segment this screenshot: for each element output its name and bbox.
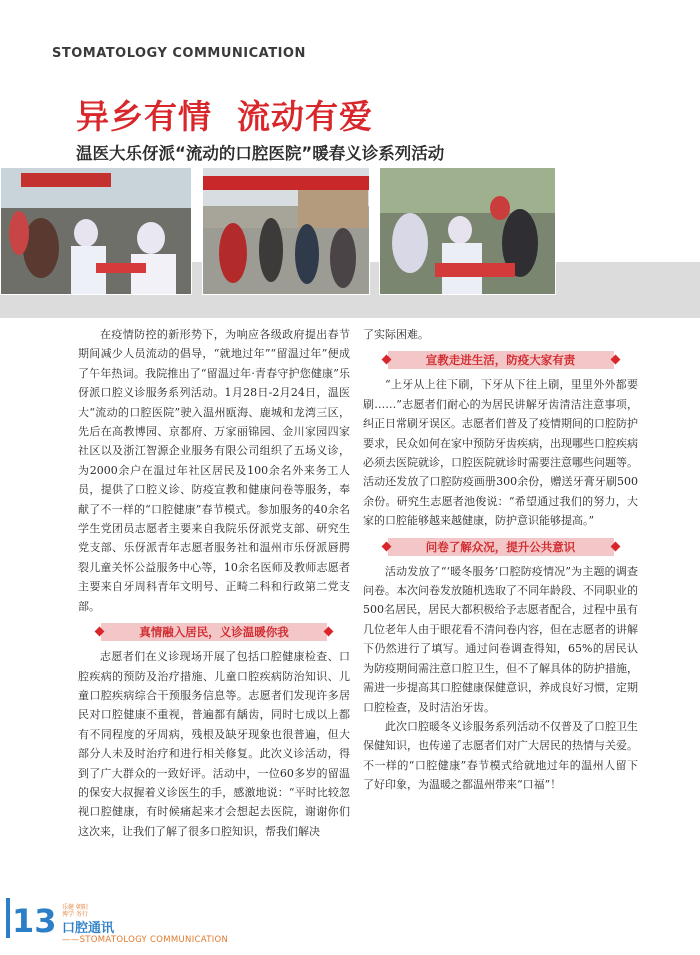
photo-dental-checkup-1: [0, 167, 192, 295]
section-heading-3: 问卷了解众况，提升公共意识: [388, 538, 614, 556]
footer-magazine-name: ——STOMATOLOGY COMMUNICATION: [62, 935, 229, 945]
footer-motto-line2: 博学 务行: [62, 911, 88, 918]
paragraph-intro: 在疫情防控的新形势下，为响应各级政府提出春节期间减少人员流动的倡导，“就地过年”“留温过年”便成了午年热词。我院推出了“留温过年·青春守护您健康”乐伢派口腔义诊服务系列活动。1月28日-2月24日，温医大“流动的口腔医院”驶入温州瓯海、鹿城和龙湾三区，先后在高教博园、京都府、万家丽锦园、金川家园四家社区以及浙江智源企业服务有限公司组织了五场义诊，为2000余户在温过年社区居民及100余名外来务工人员，提供了口腔义诊、防疫宣教和健康问卷等服务，奉献了不一样的“口腔健康”春节模式。参加服务的40余名学生党团员志愿者主要来自我院乐伢派党支部、研究生党支部、乐伢派青年志愿者服务社和温州市乐伢派唇腭裂儿童关怀公益服务中心等，10余名医师及教师志愿者主要来自牙周科青年文明号、正畸二科和行政第二党支部。: [78, 328, 350, 613]
footer-motto: [62, 904, 88, 918]
page-number: 13: [12, 902, 57, 940]
section-heading-2: 宣教走进生活，防疫大家有责: [388, 351, 614, 369]
article-right-column: [363, 325, 638, 795]
magazine-name-part2: COMMUNICATION: [172, 46, 306, 61]
paragraph-continuation: 了实际困难。: [363, 328, 429, 341]
article-title: 异乡有情 流动有爱: [76, 97, 373, 136]
section-heading-1: 真情融入居民，义诊温暖你我: [101, 623, 327, 641]
article-left-column: [78, 325, 350, 841]
paragraph-education: “上牙从上往下刷，下牙从下往上刷，里里外外都要刷……”志愿者们耐心的为居民讲解牙齿清洁注意事项，纠正日常刷牙误区。志愿者们普及了疫情期间的口腔防护要求，民众如何在家中预防牙齿疾病，出现哪些口腔疾病必须去医院就诊，口腔医院就诊时需要注意哪些问题等。活动还发放了口腔防疫画册300余份，赠送牙膏牙刷500余份。研究生志愿者池俊说：“希望通过我们的努力，大家的口腔能够越来越健康，防护意识能够提高。”: [363, 378, 638, 528]
photo-dental-checkup-2: [379, 167, 556, 295]
page-number-bar: [6, 898, 10, 938]
article-subtitle: 温医大乐伢派“流动的口腔医院”暖春义诊系列活动: [76, 144, 445, 163]
photo-community-residents: [202, 167, 370, 295]
footer-motto-line1: 乐健 朝阳: [62, 904, 88, 911]
magazine-header: [52, 46, 306, 61]
magazine-name-part1: STOMATOLOGY: [52, 46, 168, 61]
paragraph-clinic: 志愿者们在义诊现场开展了包括口腔健康检查、口腔疾病的预防及治疗措施、儿童口腔疾病防治知识、儿童口腔疾病综合干预服务信息等。志愿者们发现许多居民对口腔健康不重视，普遍都有龋齿，同时七成以上都有不同程度的牙周病，残根及缺牙现象也很普遍，但大部分人未及时治疗和进行相关修复。此次义诊活动，得到了广大群众的一致好评。活动中，一位60多岁的留温的保安大叔握着义诊医生的手，感激地说：“平时比较忽视口腔健康，有时候痛起来才会想起去医院，谢谢你们这次来，让我们了解了很多口腔知识，帮我们解决: [78, 650, 350, 838]
footer-magazine-title: 口腔通讯: [62, 921, 115, 936]
paragraph-conclusion: 此次口腔暖冬义诊服务系列活动不仅普及了口腔卫生保健知识，也传递了志愿者们对广大居民的热情与关爱。不一样的“口腔健康”春节模式给就地过年的温州人留下了好印象，为温暖之都温州带来“口福”！: [363, 719, 638, 792]
paragraph-survey: 活动发放了“‘暖冬服务’口腔防疫情况”为主题的调查问卷。本次问卷发放随机选取了不同年龄段、不同职业的500名居民，居民大都积极给予志愿者配合，过程中虽有几位老年人由于眼花看不清问卷内容，但在志愿者的讲解下仍然进行了填写。通过问卷调查得知，65%的居民认为防疫期间需注意口腔卫生，但不了解具体的防护措施，需进一步提高其口腔健康保健意识，养成良好习惯，定期口腔检查，及时洁治牙齿。: [363, 564, 638, 714]
